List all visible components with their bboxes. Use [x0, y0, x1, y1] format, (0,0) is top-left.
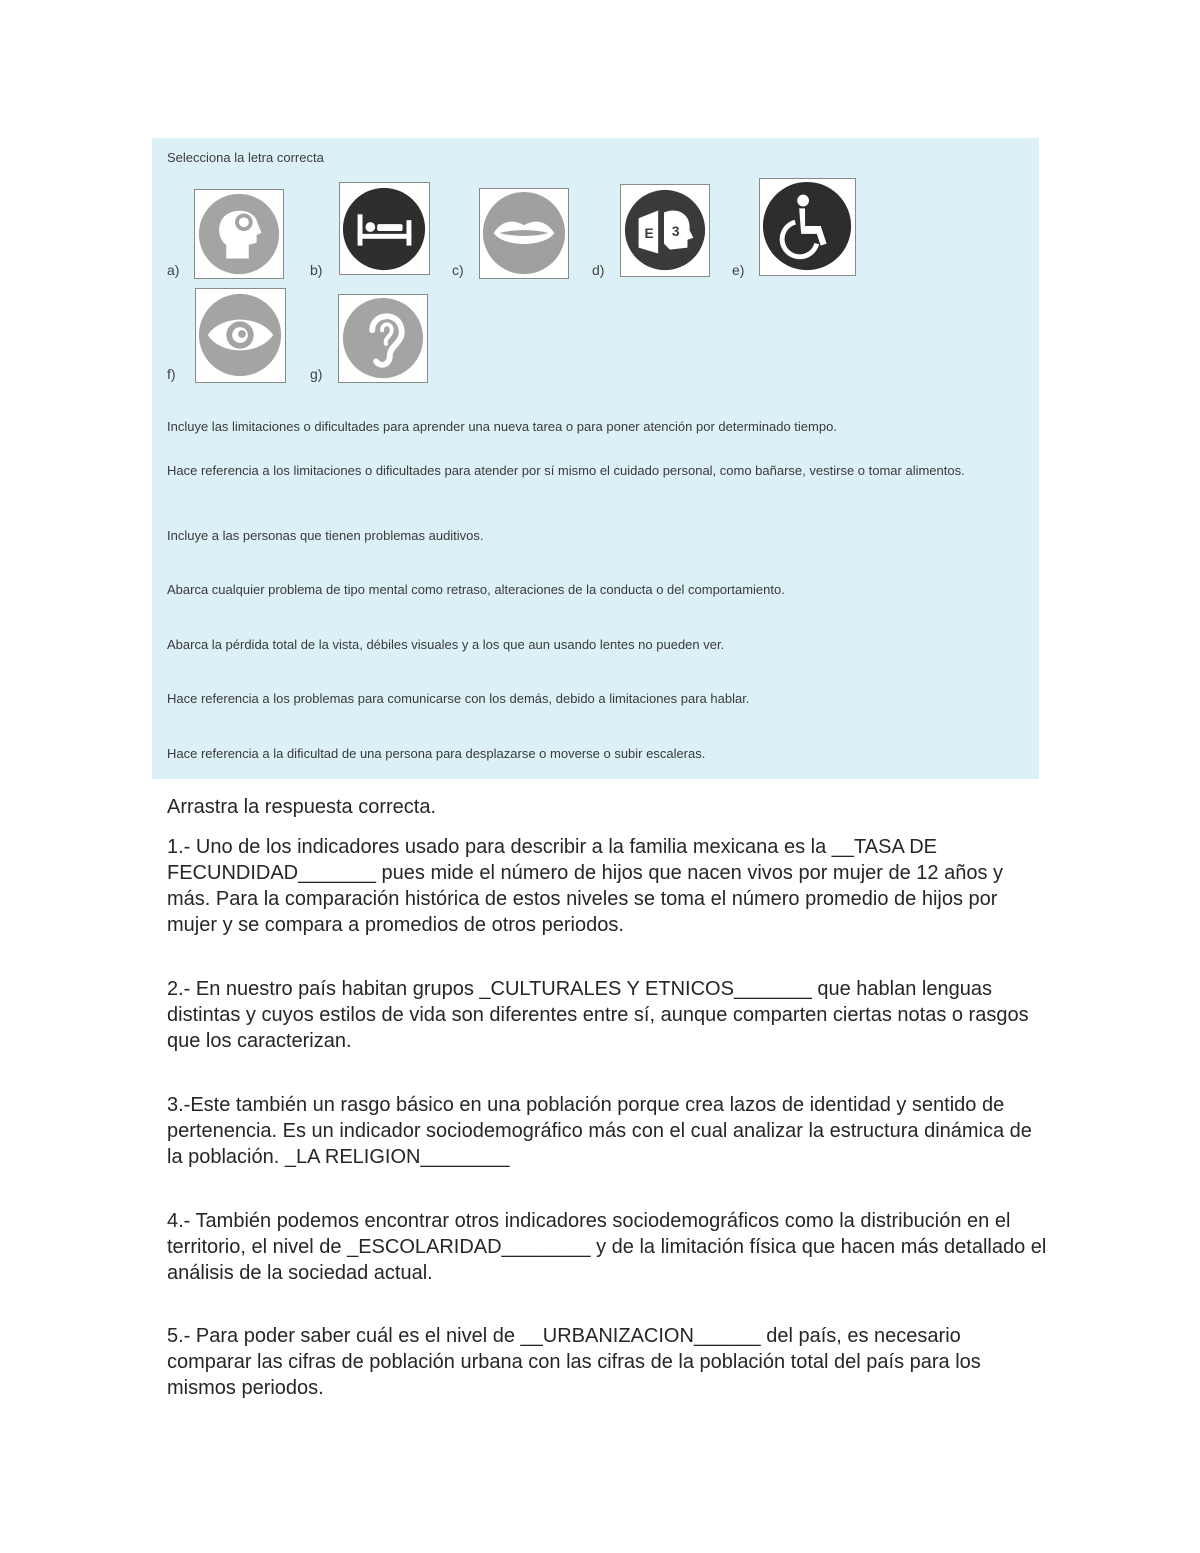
- svg-text:E: E: [644, 225, 654, 241]
- bed-person-icon: [340, 183, 429, 274]
- description-2: Hace referencia a los limitaciones o dificultades para atender por sí mismo el cuidado personal, como bañarse, vestirse o tomar alimentos.: [167, 463, 965, 478]
- question-3: 3.-Este también un rasgo básico en una población porque crea lazos de identidad y sentido de pertenencia. Es un indicador sociodemográfico más con el cual analizar la estructura dinámica de la población. _LA RELIGION________: [167, 1094, 1032, 1168]
- option-letter: e): [732, 262, 745, 278]
- panel-title: Selecciona la letra correcta: [167, 150, 324, 165]
- option-image: [339, 182, 430, 275]
- option-letter: d): [592, 262, 605, 278]
- lips-icon: [480, 189, 568, 278]
- quiz-panel: [152, 138, 1039, 779]
- option-letter: f): [167, 366, 176, 382]
- option-letter: c): [452, 262, 464, 278]
- description-4: Abarca cualquier problema de tipo mental como retraso, alteraciones de la conducta o del comportamiento.: [167, 582, 785, 597]
- option-letter: b): [310, 262, 323, 278]
- svg-text:3: 3: [671, 223, 680, 239]
- description-1: Incluye las limitaciones o dificultades para aprender una nueva tarea o para poner atención por determinado tiempo.: [167, 419, 837, 434]
- question-2: 2.- En nuestro país habitan grupos _CULTURALES Y ETNICOS_______ que hablan lenguas distintas y cuyos estilos de vida son diferentes entre sí, aunque comparten ciertas notas o rasgos que los caracterizan.: [167, 978, 1029, 1052]
- option-image: [194, 189, 284, 279]
- description-7: Hace referencia a la dificultad de una persona para desplazarse o moverse o subir escaleras.: [167, 746, 706, 761]
- head-brain-icon: [195, 190, 283, 278]
- description-6: Hace referencia a los problemas para comunicarse con los demás, debido a limitaciones para hablar.: [167, 691, 750, 706]
- description-3: Incluye a las personas que tienen problemas auditivos.: [167, 528, 484, 543]
- speech-heads-icon: [621, 185, 709, 276]
- eye-icon: [196, 289, 285, 382]
- option-image: [338, 294, 428, 383]
- instruction-text: Arrastra la respuesta correcta.: [167, 796, 436, 818]
- option-image: [620, 184, 710, 277]
- option-letter: g): [310, 366, 323, 382]
- question-1: 1.- Uno de los indicadores usado para describir a la familia mexicana es la __TASA DE FECUNDIDAD_______ pues mide el número de hijos que nacen vivos por mujer de 12 años y más. Para la comparación histórica de estos niveles se toma el número promedio de hijos por mujer y se compara a promedios de otros periodos.: [167, 836, 1004, 936]
- question-4: 4.- También podemos encontrar otros indicadores sociodemográficos como la distribución en el territorio, el nivel de _ESCOLARIDAD________ y de la limitación física que hacen más detallado el análisis de la sociedad actual.: [167, 1210, 1047, 1284]
- ear-icon: [339, 295, 427, 382]
- description-5: Abarca la pérdida total de la vista, débiles visuales y a los que aun usando lentes no pueden ver.: [167, 637, 725, 652]
- question-5: 5.- Para poder saber cuál es el nivel de __URBANIZACION______ del país, es necesario comparar las cifras de población urbana con las cifras de la población total del país para los mismos periodos.: [167, 1325, 981, 1399]
- option-image: [759, 178, 856, 276]
- option-image: [479, 188, 569, 279]
- wheelchair-icon: [760, 179, 855, 275]
- option-letter: a): [167, 262, 180, 278]
- option-image: [195, 288, 286, 383]
